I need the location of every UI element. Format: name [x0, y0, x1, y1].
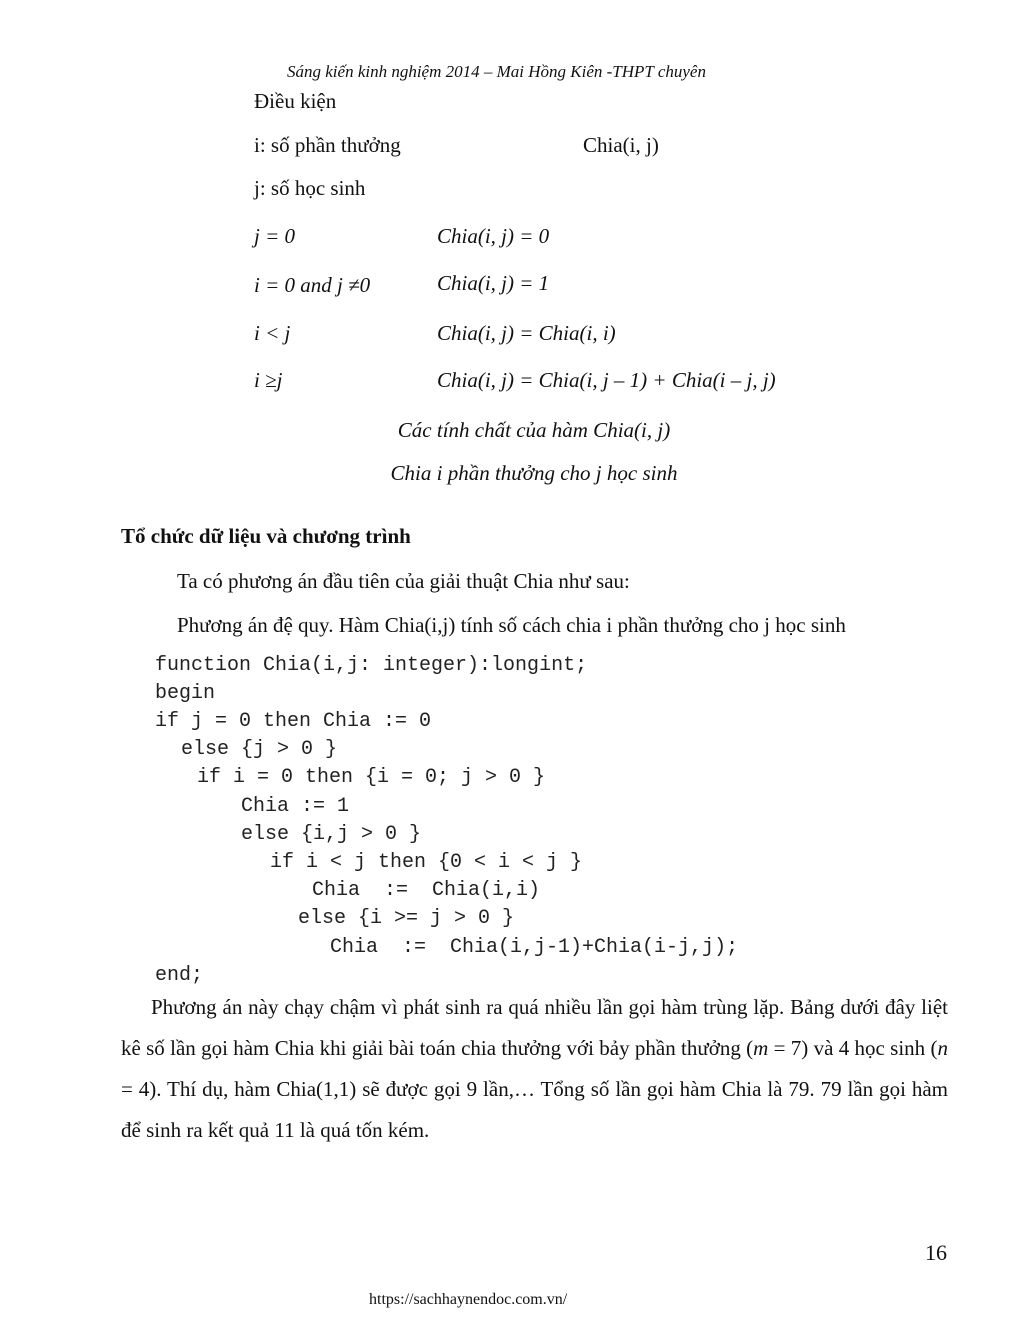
condition-row-4-value: Chia(i, j) = Chia(i, j – 1) + Chia(i – j, j): [437, 368, 776, 392]
caption-description: Chia i phần thưởng cho j học sinh: [390, 461, 678, 485]
conditions-title: Điều kiện: [254, 89, 337, 113]
variable-m: m: [753, 1036, 769, 1060]
page-header: Sáng kiến kinh nghiệm 2014 – Mai Hồng Kiên -THPT chuyên: [287, 62, 706, 81]
body-paragraph: [121, 987, 948, 1151]
code-line: Chia := Chia(i,j-1)+Chia(i-j,j);: [330, 936, 739, 959]
condition-row-1-cond: j = 0: [254, 224, 296, 248]
definition-i: i: số phần thưởng: [254, 133, 401, 157]
code-line: end;: [155, 964, 204, 987]
condition-row-3-cond: i < j: [254, 321, 291, 345]
footer-url: https://sachhaynendoc.com.vn/: [369, 1291, 568, 1308]
code-line: begin: [155, 682, 216, 705]
paragraph-part-1: Phương án này chạy chậm vì phát sinh ra quá nhiều lần gọi hàm trùng lặp. Bảng dưới đây liệt kê số lần gọi hàm Chia khi giải bài toán chia thưởng với bảy phần thưởng (: [121, 995, 948, 1060]
caption-properties: Các tính chất của hàm Chia(i, j): [397, 418, 671, 442]
intro-line-1: Ta có phương án đầu tiên của giải thuật Chia như sau:: [177, 569, 630, 593]
paragraph-part-2: = 7) và 4 học sinh (: [768, 1036, 938, 1060]
condition-row-2-cond: i = 0 and j ≠0: [254, 273, 371, 297]
code-line: else {i >= j > 0 }: [298, 907, 515, 930]
definition-j: j: số học sinh: [254, 176, 366, 200]
code-line: else {j > 0 }: [181, 738, 338, 761]
function-label: Chia(i, j): [583, 133, 659, 157]
section-title: Tổ chức dữ liệu và chương trình: [121, 524, 411, 548]
condition-row-3-value: Chia(i, j) = Chia(i, i): [437, 321, 616, 345]
condition-row-1-value: Chia(i, j) = 0: [437, 224, 550, 248]
page-number: 16: [925, 1240, 947, 1265]
intro-line-2: Phương án đệ quy. Hàm Chia(i,j) tính số cách chia i phần thưởng cho j học sinh: [177, 613, 846, 637]
variable-n: n: [937, 1036, 948, 1060]
condition-row-2-value: Chia(i, j) = 1: [437, 271, 550, 295]
code-line: else {i,j > 0 }: [241, 823, 422, 846]
code-line: if i = 0 then {i = 0; j > 0 }: [197, 766, 546, 789]
code-line: if i < j then {0 < i < j }: [270, 851, 583, 874]
condition-row-4-cond: i ≥j: [254, 368, 283, 392]
code-line: Chia := Chia(i,i): [312, 879, 541, 902]
code-line: function Chia(i,j: integer):longint;: [155, 654, 588, 677]
paragraph-part-3: = 4). Thí dụ, hàm Chia(1,1) sẽ được gọi 9 lần,… Tổng số lần gọi hàm Chia là 79. 79 lần gọi hàm để sinh ra kết quả 11 là quá tốn kém.: [121, 1077, 948, 1142]
code-line: Chia := 1: [241, 795, 350, 818]
code-line: if j = 0 then Chia := 0: [155, 710, 432, 733]
